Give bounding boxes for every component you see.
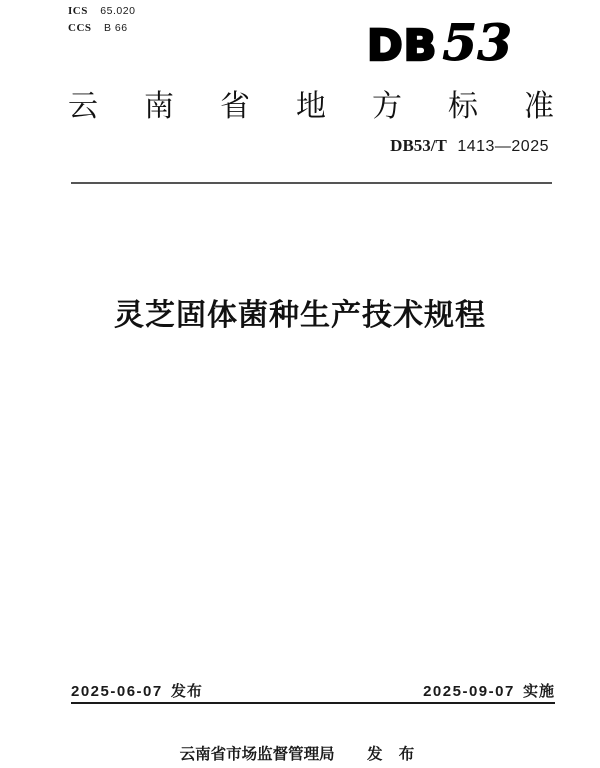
standard-type-char: 标 (448, 90, 478, 123)
standard-type-char: 省 (220, 90, 250, 123)
standard-type-char: 南 (144, 90, 174, 123)
standard-type-title (68, 90, 554, 124)
standard-code-prefix: DB53/T (390, 136, 447, 155)
issue-date (71, 680, 203, 701)
dates-row (71, 680, 555, 701)
ccs-value: B 66 (103, 22, 128, 34)
header-divider-line (71, 182, 552, 184)
implement-date (423, 680, 555, 701)
ics-ccs-block (68, 2, 135, 36)
db53-logo (366, 13, 512, 72)
ics-value: 65.020 (100, 5, 136, 17)
implement-date-label: 实施 (522, 683, 555, 700)
standard-type-char: 方 (372, 90, 402, 123)
ccs-label: CCS (68, 22, 92, 34)
publish-action-label: 发 布 (367, 746, 421, 763)
footer-divider-line (71, 702, 555, 704)
document-title: 灵芝固体菌种生产技术规程 (114, 299, 486, 332)
db53-logo-db-text: DB (366, 21, 438, 71)
standard-code (390, 136, 549, 156)
ics-label: ICS (68, 5, 88, 17)
standard-type-char: 准 (524, 90, 554, 123)
ics-row (68, 2, 135, 19)
implement-date-value: 2025-09-07 (423, 683, 515, 700)
issue-date-label: 发布 (170, 683, 203, 700)
db53-logo-region-number: 53 (442, 13, 512, 72)
standard-type-char: 云 (68, 90, 98, 123)
publisher-name: 云南省市场监督管理局 (179, 746, 335, 763)
issue-date-value: 2025-06-07 (71, 683, 163, 700)
standard-type-char: 地 (296, 90, 326, 123)
ccs-row (68, 19, 135, 36)
publisher-row (0, 742, 600, 764)
standard-code-number: 1413—2025 (457, 138, 549, 155)
